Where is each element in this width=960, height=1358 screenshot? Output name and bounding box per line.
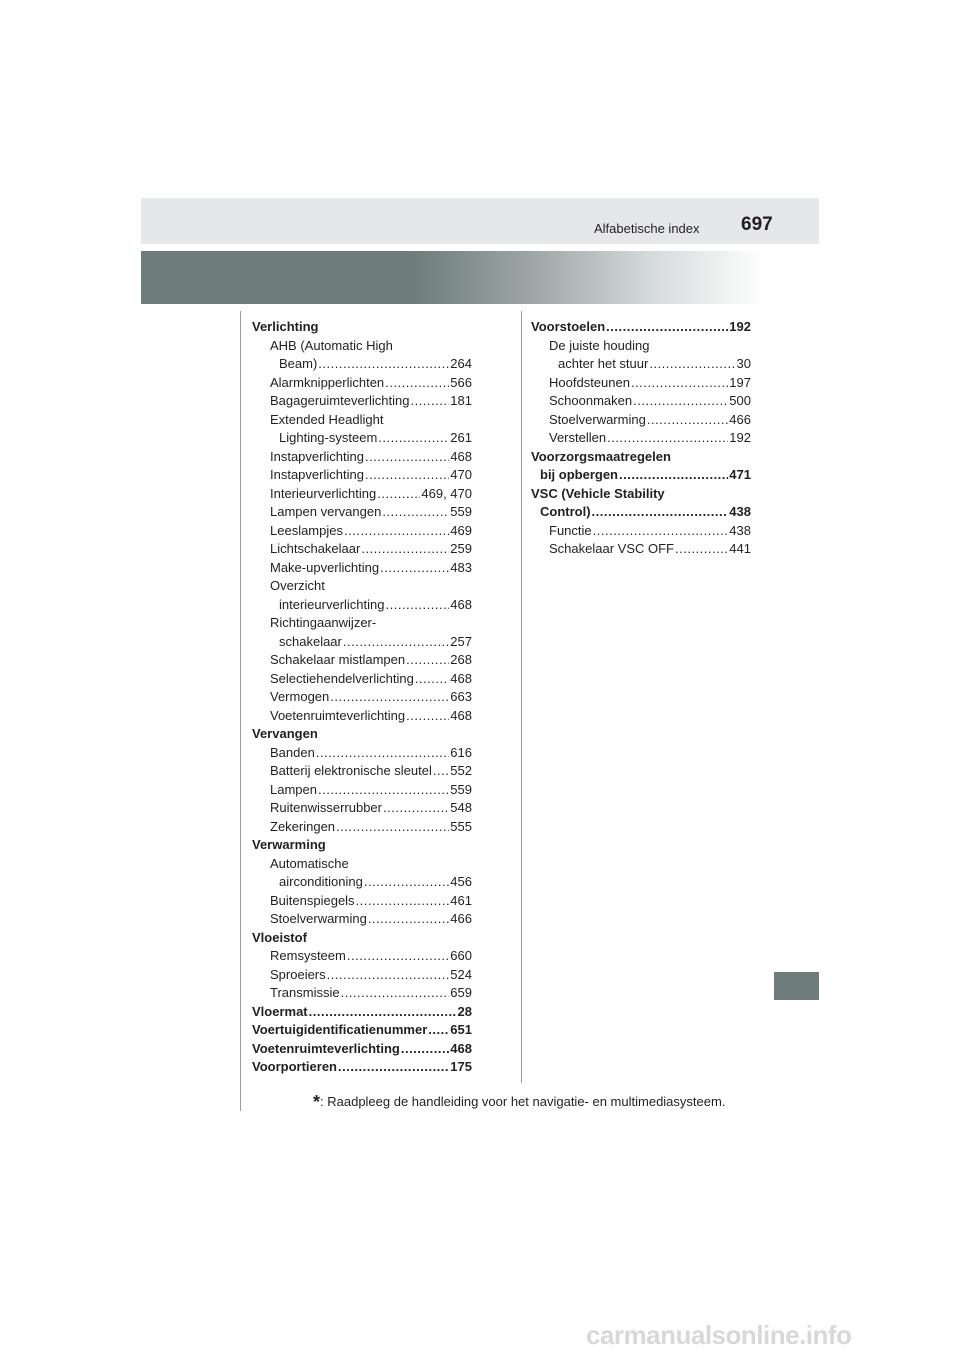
dot-leader bbox=[318, 781, 449, 800]
index-page-ref: 471 bbox=[729, 467, 751, 482]
dot-leader bbox=[347, 947, 449, 966]
index-term: Automatische bbox=[270, 855, 349, 871]
dot-leader bbox=[356, 892, 450, 911]
index-page-ref: 659 bbox=[450, 985, 472, 1000]
index-term: Richtingaanwijzer- bbox=[270, 615, 377, 630]
dot-leader bbox=[343, 633, 449, 652]
index-entry bbox=[252, 448, 472, 467]
index-entry bbox=[252, 577, 472, 596]
index-term: Instapverlichting bbox=[270, 448, 364, 464]
dot-leader bbox=[344, 522, 449, 541]
index-entry bbox=[252, 337, 472, 356]
index-column-right bbox=[531, 318, 751, 559]
column-divider bbox=[521, 311, 522, 1083]
header-bar bbox=[141, 198, 819, 244]
index-page-ref: 257 bbox=[450, 633, 472, 649]
index-term: schakelaar bbox=[279, 633, 342, 649]
index-page-ref: 466 bbox=[450, 911, 472, 926]
dot-leader bbox=[433, 762, 449, 781]
index-entry bbox=[531, 355, 751, 374]
index-entry bbox=[531, 392, 751, 411]
dot-leader bbox=[336, 818, 449, 837]
index-page-ref: 469 bbox=[450, 522, 472, 538]
index-term: Voetenruimteverlichting bbox=[252, 1040, 400, 1056]
index-page-ref: 559 bbox=[450, 781, 472, 797]
index-term: Voorzorgsmaatregelen bbox=[531, 448, 671, 464]
dot-leader bbox=[365, 448, 449, 467]
index-entry bbox=[252, 670, 472, 689]
index-entry bbox=[252, 818, 472, 837]
index-entry bbox=[252, 725, 472, 744]
index-term: Sproeiers bbox=[270, 966, 326, 982]
index-page-ref: 470 bbox=[450, 467, 472, 482]
index-term: Verstellen bbox=[549, 430, 607, 445]
index-entry bbox=[252, 1003, 472, 1022]
index-entry bbox=[252, 966, 472, 985]
index-term: Verlichting bbox=[252, 319, 319, 334]
index-entry bbox=[252, 892, 472, 911]
dot-leader bbox=[377, 485, 420, 504]
index-term: Lighting-systeem bbox=[279, 430, 378, 445]
dot-leader bbox=[378, 429, 449, 448]
decorative-gradient-band bbox=[141, 251, 819, 304]
index-term: Schoonmaken bbox=[549, 393, 633, 408]
dot-leader bbox=[386, 596, 450, 615]
index-entry bbox=[531, 540, 751, 559]
left-margin-rule bbox=[240, 311, 241, 1111]
index-entry bbox=[252, 540, 472, 559]
index-term: Voorstoelen bbox=[531, 319, 606, 334]
index-term: Voorportieren bbox=[252, 1059, 337, 1074]
index-term: Vloeistof bbox=[252, 929, 307, 945]
index-page-ref: 566 bbox=[450, 374, 472, 390]
index-page-ref: 483 bbox=[450, 559, 472, 575]
index-term: Stoelverwarming bbox=[549, 411, 646, 427]
watermark: carmanualsonline.info bbox=[586, 1320, 852, 1350]
index-page-ref: 181 bbox=[450, 393, 472, 408]
dot-leader bbox=[410, 392, 449, 411]
index-entry bbox=[252, 466, 472, 485]
index-page-ref: 441 bbox=[729, 541, 751, 556]
index-term: Functie bbox=[549, 522, 592, 538]
chapter-tab bbox=[774, 972, 819, 1000]
dot-leader bbox=[382, 503, 449, 522]
dot-leader bbox=[606, 318, 728, 337]
dot-leader bbox=[428, 1021, 449, 1040]
index-entry bbox=[531, 466, 751, 485]
dot-leader bbox=[338, 1058, 449, 1077]
index-term: AHB (Automatic High bbox=[270, 337, 393, 353]
index-page-ref: 469, 470 bbox=[421, 485, 472, 501]
section-title: Alfabetische index bbox=[594, 221, 700, 236]
index-page-ref: 500 bbox=[729, 393, 751, 408]
index-page-ref: 660 bbox=[450, 948, 472, 963]
index-entry bbox=[252, 1058, 472, 1077]
index-page-ref: 461 bbox=[450, 892, 472, 908]
index-entry bbox=[252, 873, 472, 892]
index-entry bbox=[531, 411, 751, 430]
dot-leader bbox=[607, 429, 728, 448]
index-page-ref: 663 bbox=[450, 689, 472, 704]
index-entry bbox=[252, 485, 472, 504]
index-page-ref: 264 bbox=[450, 356, 472, 371]
dot-leader bbox=[330, 688, 449, 707]
index-term: VSC (Vehicle Stability bbox=[531, 485, 665, 501]
index-term: Lampen bbox=[270, 781, 317, 797]
index-page-ref: 468 bbox=[450, 1040, 472, 1056]
dot-leader bbox=[341, 984, 450, 1003]
dot-leader bbox=[406, 707, 449, 726]
index-term: Voertuigidentificatienummer bbox=[252, 1022, 428, 1037]
index-term: Leeslampjes bbox=[270, 522, 343, 538]
index-page-ref: 468 bbox=[450, 670, 472, 686]
index-page-ref: 197 bbox=[729, 374, 751, 390]
index-entry bbox=[252, 929, 472, 948]
index-term: Overzicht bbox=[270, 578, 325, 593]
index-entry bbox=[252, 947, 472, 966]
index-term: Vervangen bbox=[252, 726, 318, 741]
dot-leader bbox=[593, 522, 729, 541]
index-entry bbox=[252, 651, 472, 670]
dot-leader bbox=[385, 374, 449, 393]
index-page-ref: 559 bbox=[450, 504, 472, 519]
index-term: Bagageruimteverlichting bbox=[270, 393, 410, 408]
index-term: Stoelverwarming bbox=[270, 911, 367, 926]
index-page-ref: 438 bbox=[729, 504, 751, 519]
index-page-ref: 468 bbox=[450, 448, 472, 464]
dot-leader bbox=[647, 411, 728, 430]
dot-leader bbox=[380, 559, 449, 578]
dot-leader bbox=[365, 466, 449, 485]
index-page-ref: 468 bbox=[450, 707, 472, 723]
index-entry bbox=[252, 392, 472, 411]
dot-leader bbox=[633, 392, 728, 411]
index-term: Control) bbox=[540, 504, 591, 519]
index-entry bbox=[252, 374, 472, 393]
index-entry bbox=[252, 522, 472, 541]
index-page-ref: 651 bbox=[450, 1022, 472, 1037]
dot-leader bbox=[368, 910, 449, 929]
dot-leader bbox=[364, 873, 449, 892]
dot-leader bbox=[592, 503, 729, 522]
index-page-ref: 192 bbox=[729, 430, 751, 445]
dot-leader bbox=[619, 466, 728, 485]
index-term: Selectiehendelverlichting bbox=[270, 670, 414, 686]
index-term: Voetenruimteverlichting bbox=[270, 707, 406, 723]
index-entry bbox=[252, 318, 472, 337]
index-entry bbox=[531, 485, 751, 504]
index-term: achter het stuur bbox=[558, 356, 649, 371]
dot-leader bbox=[649, 355, 735, 374]
index-entry bbox=[531, 429, 751, 448]
dot-leader bbox=[415, 670, 449, 689]
dot-leader bbox=[401, 1040, 449, 1059]
index-entry bbox=[252, 984, 472, 1003]
index-term: Schakelaar mistlampen bbox=[270, 652, 406, 667]
index-entry bbox=[252, 1021, 472, 1040]
dot-leader bbox=[406, 651, 449, 670]
page-number: 697 bbox=[741, 214, 773, 235]
index-entry bbox=[252, 688, 472, 707]
index-term: Beam) bbox=[279, 356, 318, 371]
index-page-ref: 30 bbox=[736, 356, 751, 371]
index-term: Remsysteem bbox=[270, 948, 346, 963]
index-page-ref: 192 bbox=[729, 319, 751, 334]
index-entry bbox=[252, 596, 472, 615]
index-page-ref: 616 bbox=[450, 744, 472, 760]
index-term: Hoofdsteunen bbox=[549, 374, 630, 390]
dot-leader bbox=[327, 966, 450, 985]
index-page-ref: 28 bbox=[457, 1003, 472, 1019]
index-entry bbox=[252, 855, 472, 874]
index-entry bbox=[252, 614, 472, 633]
index-page-ref: 456 bbox=[450, 874, 472, 889]
index-entry bbox=[252, 744, 472, 763]
index-term: bij opbergen bbox=[540, 467, 618, 482]
index-entry bbox=[252, 411, 472, 430]
index-term: Lampen vervangen bbox=[270, 504, 382, 519]
index-term: Schakelaar VSC OFF bbox=[549, 541, 674, 556]
dot-leader bbox=[675, 540, 728, 559]
dot-leader bbox=[309, 1003, 457, 1022]
index-term: Extended Headlight bbox=[270, 411, 384, 427]
index-page-ref: 555 bbox=[450, 818, 472, 834]
index-page-ref: 438 bbox=[729, 522, 751, 538]
footnote-marker: * bbox=[313, 1092, 321, 1112]
index-entry bbox=[531, 522, 751, 541]
index-entry bbox=[252, 633, 472, 652]
index-entry bbox=[252, 799, 472, 818]
index-term: Lichtschakelaar bbox=[270, 541, 361, 556]
index-page-ref: 468 bbox=[450, 596, 472, 612]
index-page-ref: 259 bbox=[450, 541, 472, 556]
index-entry bbox=[252, 1040, 472, 1059]
index-entry bbox=[252, 781, 472, 800]
index-term: interieurverlichting bbox=[279, 596, 385, 612]
dot-leader bbox=[318, 355, 449, 374]
index-entry bbox=[252, 355, 472, 374]
index-page-ref: 261 bbox=[450, 430, 472, 445]
index-term: Instapverlichting bbox=[270, 467, 364, 482]
index-page-ref: 175 bbox=[450, 1059, 472, 1074]
dot-leader bbox=[631, 374, 728, 393]
index-entry bbox=[252, 707, 472, 726]
index-entry bbox=[252, 559, 472, 578]
index-term: Batterij elektronische sleutel bbox=[270, 763, 432, 778]
index-page-ref: 548 bbox=[450, 800, 472, 815]
index-page-ref: 552 bbox=[450, 763, 472, 778]
index-term: Banden bbox=[270, 744, 315, 760]
index-term: Alarmknipperlichten bbox=[270, 374, 385, 390]
dot-leader bbox=[361, 540, 449, 559]
index-term: Vloermat bbox=[252, 1003, 308, 1019]
index-term: De juiste houding bbox=[549, 337, 650, 353]
index-term: Buitenspiegels bbox=[270, 892, 355, 908]
index-entry bbox=[531, 318, 751, 337]
index-term: Make-upverlichting bbox=[270, 559, 380, 575]
index-term: Ruitenwisserrubber bbox=[270, 800, 382, 815]
dot-leader bbox=[316, 744, 449, 763]
index-entry bbox=[531, 503, 751, 522]
index-term: Zekeringen bbox=[270, 818, 336, 834]
index-entry bbox=[531, 337, 751, 356]
index-term: Vermogen bbox=[270, 689, 330, 704]
index-term: Verwarming bbox=[252, 837, 326, 852]
index-term: Interieurverlichting bbox=[270, 485, 377, 501]
index-entry bbox=[531, 448, 751, 467]
index-entry bbox=[252, 762, 472, 781]
dot-leader bbox=[383, 799, 449, 818]
index-entry bbox=[252, 836, 472, 855]
footnote-text: : Raadpleeg de handleiding voor het navigatie- en multimediasysteem. bbox=[320, 1094, 726, 1109]
index-term: airconditioning bbox=[279, 874, 363, 889]
index-page-ref: 524 bbox=[450, 966, 472, 982]
index-entry bbox=[252, 503, 472, 522]
index-entry bbox=[531, 374, 751, 393]
index-entry bbox=[252, 429, 472, 448]
footnote bbox=[313, 1090, 725, 1111]
index-page-ref: 466 bbox=[729, 411, 751, 427]
index-page-ref: 268 bbox=[450, 652, 472, 667]
index-entry bbox=[252, 910, 472, 929]
index-column-left bbox=[252, 318, 472, 1077]
index-term: Transmissie bbox=[270, 985, 340, 1000]
